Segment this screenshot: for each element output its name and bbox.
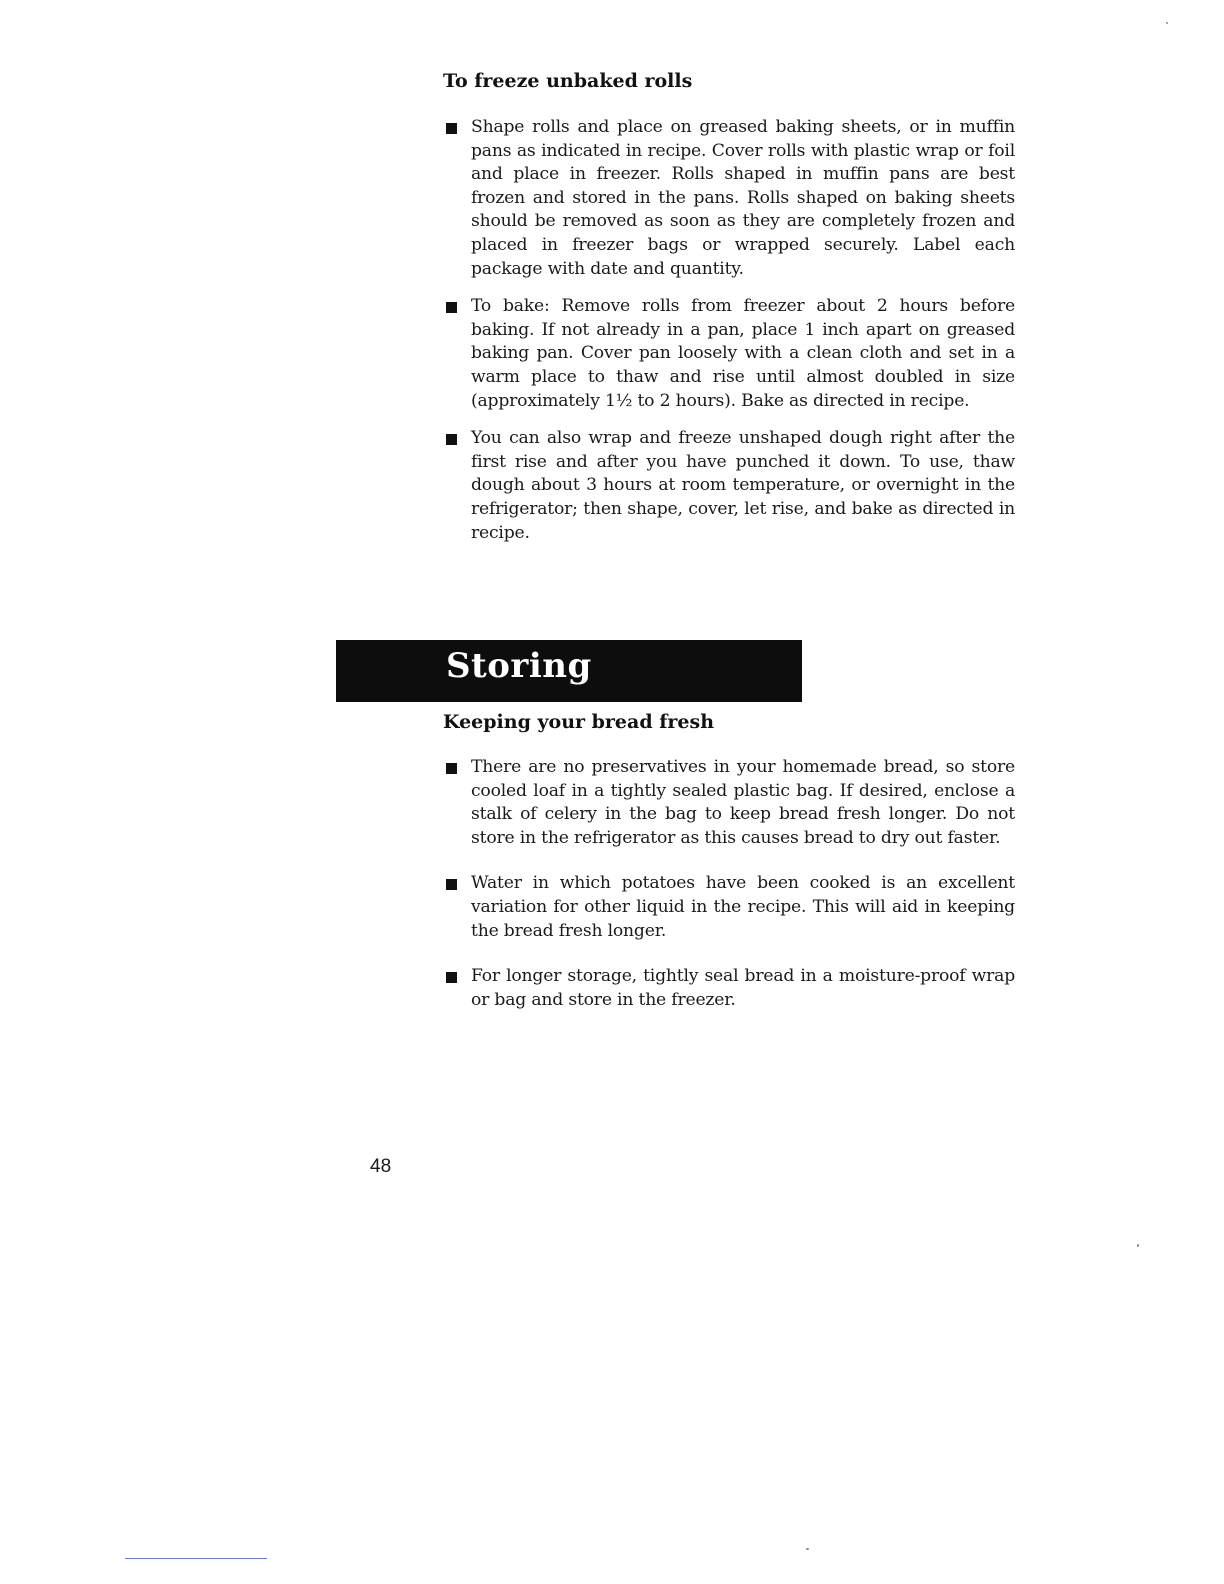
section-heading-freeze-rolls: To freeze unbaked rolls [443, 70, 693, 92]
list-item-text: To bake: Remove rolls from freezer about 2 hours before baking. If not already in a pan, place 1 inch apart on greased baking pan. Cover pan loosely with a clean cloth and set in a warm place to thaw and rise until almost doubled in size (approximately 1½ to 2 hours). Bake as directed in recipe. [471, 296, 1015, 411]
square-bullet-icon [446, 434, 457, 445]
list-item [443, 116, 1015, 281]
freeze-rolls-list [443, 116, 1015, 545]
list-item-text: Shape rolls and place on greased baking sheets, or in muffin pans as indicated in recipe. Cover rolls with plastic wrap or foil and place in freezer. Rolls shaped in muffin pans are best frozen and stored in the pans. Rolls shaped on baking sheets should be removed as soon as they are completely frozen and placed in freezer bags or wrapped securely. Label each package with date and quantity. [471, 117, 1015, 279]
scan-artifact-line [125, 1558, 267, 1559]
list-item [443, 295, 1015, 413]
section-banner [336, 640, 802, 702]
square-bullet-icon [446, 123, 457, 134]
page-number: 48 [370, 1156, 392, 1177]
list-item [443, 965, 1015, 1012]
square-bullet-icon [446, 763, 457, 774]
square-bullet-icon [446, 972, 457, 983]
scan-speck [806, 1548, 809, 1550]
list-item-text: You can also wrap and freeze unshaped dough right after the first rise and after you have punched it down. To use, thaw dough about 3 hours at room temperature, or overnight in the refrigerator; then shape, cover, let rise, and bake as directed in recipe. [471, 428, 1015, 543]
list-item-text: Water in which potatoes have been cooked is an excellent variation for other liquid in the recipe. This will aid in keeping the bread fresh longer. [471, 873, 1015, 941]
square-bullet-icon [446, 879, 457, 890]
square-bullet-icon [446, 302, 457, 313]
list-item [443, 756, 1015, 850]
banner-title: Storing [446, 646, 592, 686]
list-item [443, 872, 1015, 943]
list-item-text: For longer storage, tightly seal bread in a moisture-proof wrap or bag and store in the freezer. [471, 966, 1015, 1010]
list-item-text: There are no preservatives in your homemade bread, so store cooled loaf in a tightly sealed plastic bag. If desired, enclose a stalk of celery in the bag to keep bread fresh longer. Do not store in the refrigerator as this causes bread to dry out faster. [471, 757, 1015, 848]
list-item [443, 427, 1015, 545]
keeping-fresh-list [443, 756, 1015, 1012]
scan-speck [1137, 1244, 1139, 1247]
scan-speck [1166, 22, 1168, 24]
section-heading-keeping-fresh: Keeping your bread fresh [443, 711, 715, 733]
